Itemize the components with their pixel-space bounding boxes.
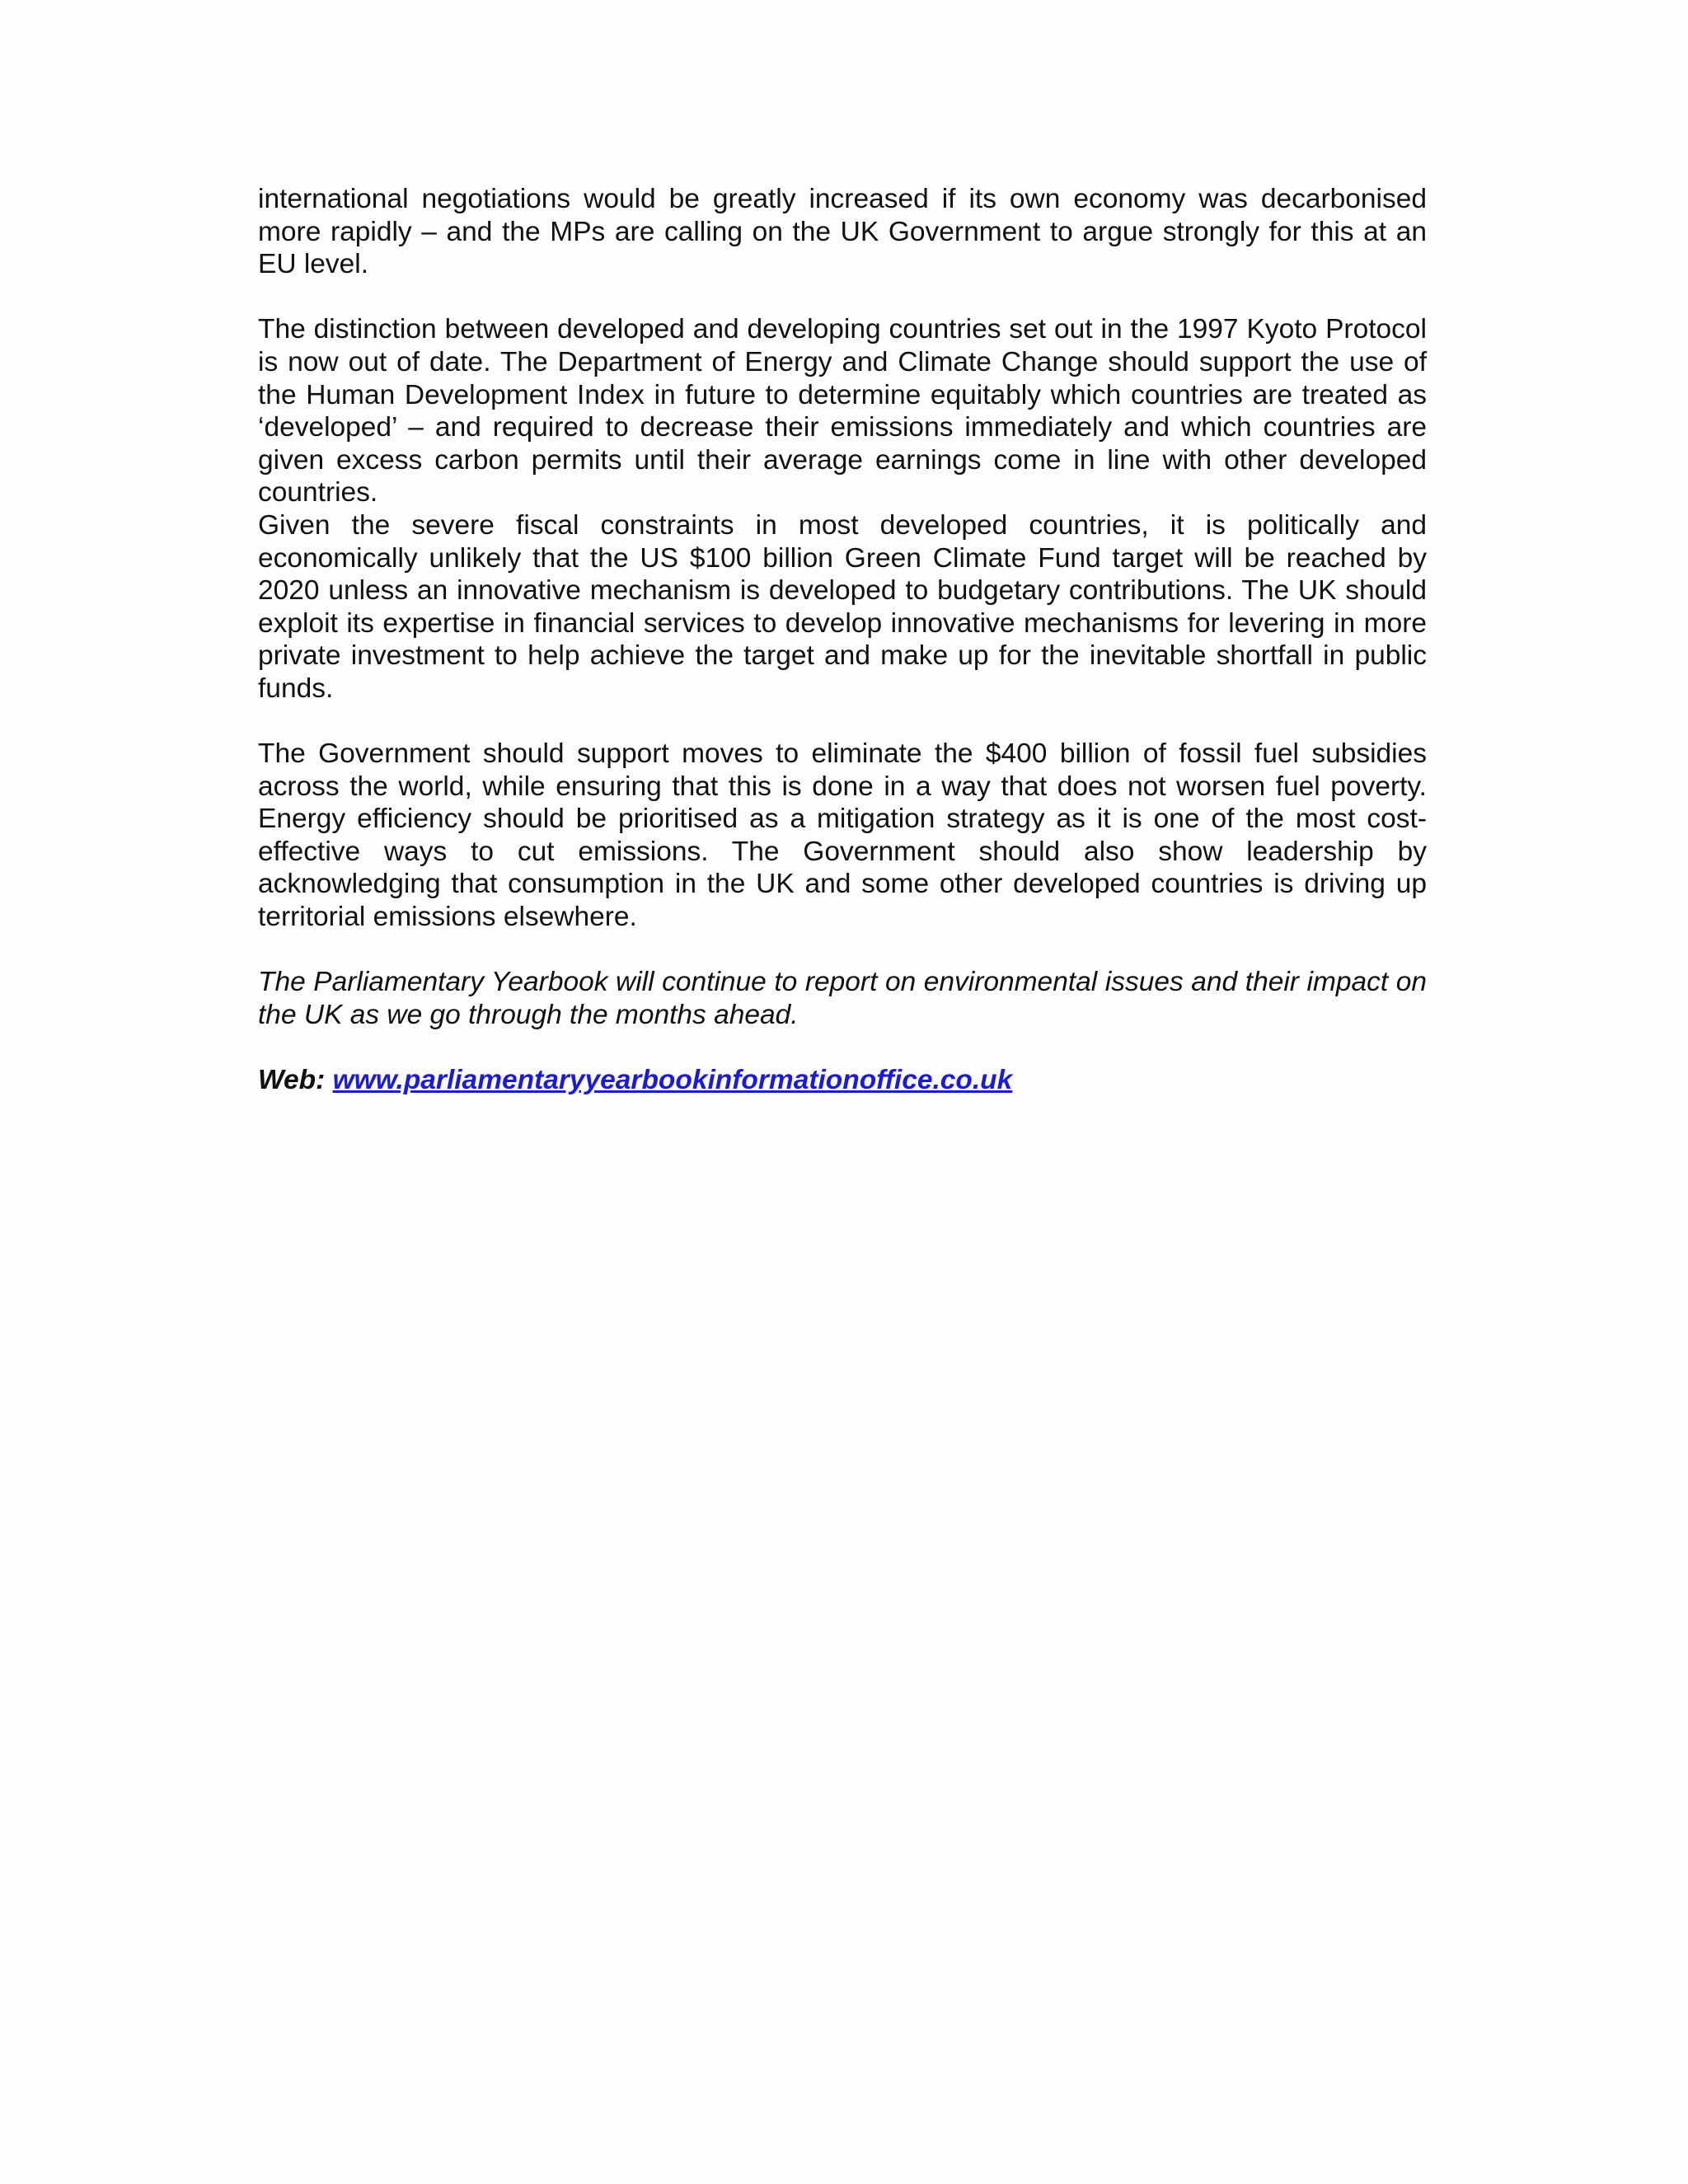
web-label: Web: [258,1065,326,1096]
document-body [258,183,1427,1097]
paragraph-intro: international negotiations would be greatly increased if its own economy was decarbonised more rapidly – and the MPs are calling on the UK Government to argue strongly for this at an EU level. [258,184,1427,280]
paragraph-spacer [258,705,1427,738]
paragraph-spacer [258,934,1427,967]
paragraph-spacer [258,1031,1427,1064]
paragraph-kyoto-distinction: The distinction between developed and developing countries set out in the 1997 Kyoto Protocol is now out of date. The Department of Energy and Climate Change should support the use of the Human Development Index in future to determine equitably which countries are treated as ‘developed’ – and required to decrease their emissions immediately and which countries are given excess carbon permits until their average earnings come in line with other developed countries. [258,314,1427,509]
paragraph-fossil-fuel-subsidies: The Government should support moves to eliminate the $400 billion of fossil fuel subsidies across the world, while ensuring that this is done in a way that does not worsen fuel poverty. Energy efficiency should be prioritised as a mitigation strategy as it is one of the most cost-effective ways to cut emissions. The Government should also show leadership by acknowledging that consumption in the UK and some other developed countries is driving up territorial emissions elsewhere. [258,738,1427,933]
paragraph-spacer [258,281,1427,314]
paragraph-green-climate-fund: Given the severe fiscal constraints in most developed countries, it is politically and economically unlikely that the US $100 billion Green Climate Fund target will be reached by 2020 unless an innovative mechanism is developed to budgetary contributions. The UK should exploit its expertise in financial services to develop innovative mechanisms for levering in more private investment to help achieve the target and make up for the inevitable shortfall in public funds. [258,509,1427,704]
web-link[interactable]: www.parliamentaryyearbookinformationoffice.co.uk [332,1065,1013,1096]
closing-note: The Parliamentary Yearbook will continue to report on environmental issues and their impact on the UK as we go through the months ahead. [258,967,1427,1030]
web-line [258,1064,1427,1097]
